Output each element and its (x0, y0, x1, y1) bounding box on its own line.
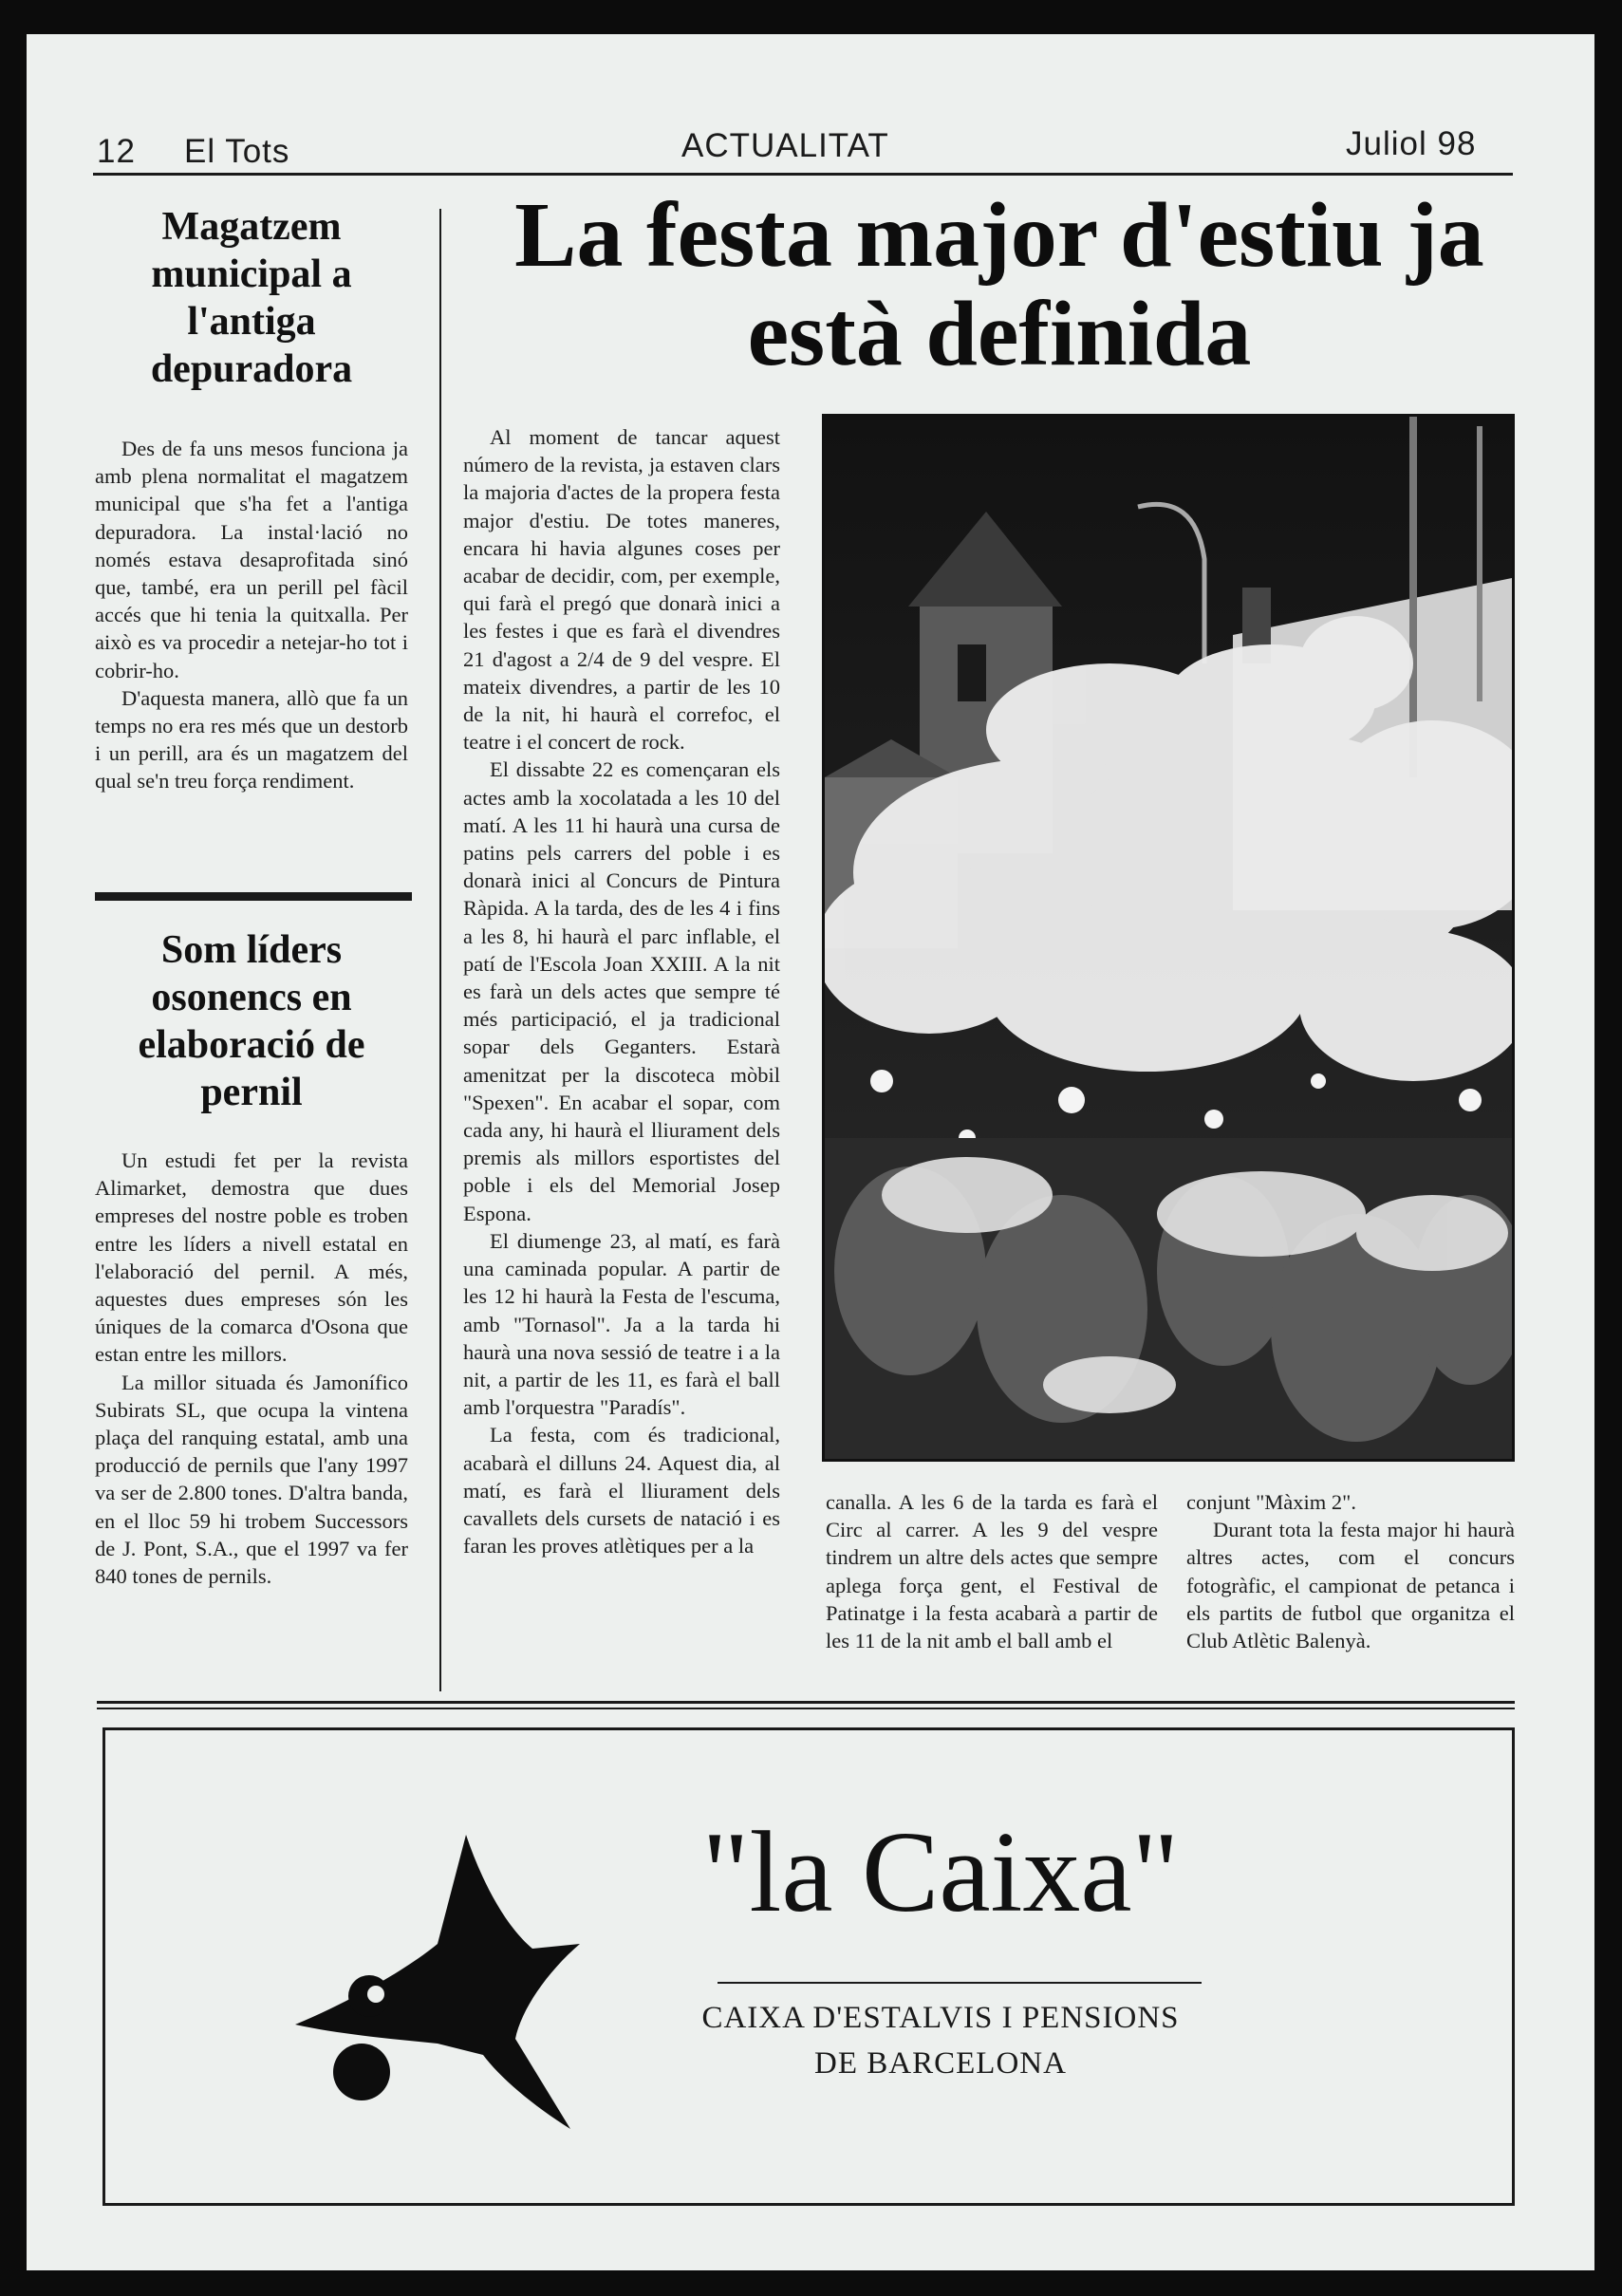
paragraph: Al moment de tancar aquest número de la revista, ja estaven clars la majoria d'actes de la propera festa major d'estiu. De totes maneres, encara hi havia algunes coses per acabar de decidir, com, per exemple, qui farà el pregó que donarà inici a les festes i que es farà el divendres 21 d'agost a 2/4 de 9 del vespre. El mateix divendres, a partir de les 10 de la nit, hi haurà el correfoc, el teatre i el concert de rock. (463, 425, 780, 755)
la-caixa-ad (103, 1727, 1515, 2206)
ad-rule-top (97, 1701, 1515, 1704)
paragraph: D'aquesta manera, allò que fa un temps no era res més que un destorb i un perill, ara és un magatzem del qual se'n treu força rendiment. (95, 685, 408, 793)
festival-photo (822, 414, 1515, 1462)
sidebar-article-1-body (95, 435, 408, 795)
sidebar-divider (95, 892, 412, 901)
paragraph: conjunt "Màxim 2". (1186, 1490, 1356, 1514)
brand-rule (718, 1982, 1202, 1984)
magazine-page (27, 34, 1594, 2270)
ad-line-1: CAIXA D'ESTALVIS I PENSIONS (701, 2001, 1180, 2035)
paragraph: canalla. A les 6 de la tarda es farà el Circ al carrer. A les 9 del vespre tindrem un altre dels actes que sempre aplega força gent, el Festival de Patinatge i la festa acabarà a partir de les 11 de la nit amb el ball amb el (826, 1490, 1158, 1653)
ad-line-2: DE BARCELONA (814, 2046, 1067, 2081)
paragraph: Durant tota la festa major hi haurà altres actes, com el concurs fotogràfic, el campionat de petanca i els partits de futbol que organitza el Club Atlètic Balenyà. (1186, 1518, 1515, 1653)
sidebar-article-2-body (95, 1147, 408, 1590)
paragraph: La festa, com és tradicional, acabarà el dilluns 24. Aquest dia, al matí, es farà el lliurament dels cavallets dels cursets de natació i es faran les proves atlètiques per a la (463, 1423, 780, 1559)
column-rule (439, 209, 441, 1691)
sidebar-headline-1: Magatzem municipal a l'antiga depuradora (150, 205, 353, 391)
star-logo-icon (295, 1835, 618, 2129)
brand-name: "la Caixa" (701, 1808, 1180, 1936)
paragraph: El diumenge 23, al matí, es farà una caminada popular. A partir de les 12 hi haurà la Festa de l'escuma, amb "Tornasol". Ja a la tarda hi haurà una nova sessió de teatre i a la nit, a partir de les 11, es farà el ball amb l'orquestra "Paradís". (463, 1228, 780, 1420)
main-column-1 (463, 423, 780, 1559)
main-column-3 (1186, 1488, 1515, 1654)
ad-rule-bottom (97, 1708, 1515, 1709)
paragraph: Des de fa uns mesos funciona ja amb plena normalitat el magatzem municipal que s'ha fet a l'antiga depuradora. La instal·lació no només estava desaprofitada sinó que, també, era un perill pel fàcil accés que hi tenia la quitxalla. Per això es va procedir a netejar-ho tot i cobrir-ho. (95, 437, 408, 682)
paragraph: Un estudi fet per la revista Alimarket, demostra que dues empreses del nostre poble es troben entre les líders a nivell estatal en l'elaboració del pernil. A més, aquestes dues empreses són les úniques de la comarca d'Osona que estan entre les millors. (95, 1148, 408, 1367)
main-column-2 (826, 1488, 1158, 1654)
paragraph: El dissabte 22 es començaran els actes amb la xocolatada a les 10 del matí. A les 11 hi haurà una cursa de patins pels carrers del poble i es donarà inici al Concurs de Pintura Ràpida. A la tarda, des de les 4 i fins a les 8, hi haurà el parc inflable, el patí de l'Escola Joan XXIII. A la nit es farà un dels actes que sempre té més participació, el ja tradicional sopar dels Geganters. Estarà amenitzat per la discoteca mòbil "Spexen". En acabar el sopar, com cada any, hi haurà el lliurament dels premis als millors esportistes del poble i els del Memorial Josep Espona. (463, 757, 780, 1225)
page-number: 12 (97, 133, 136, 170)
issue-date: Juliol 98 (1346, 125, 1477, 162)
magazine-name: El Tots (184, 133, 290, 170)
section-title: ACTUALITAT (681, 127, 889, 164)
header-rule (93, 173, 1513, 176)
main-title: La festa major d'estiu ja està definida (514, 184, 1484, 385)
sidebar-headline-2: Som líders osonencs en elaboració de pernil (138, 928, 365, 1114)
paragraph: La millor situada és Jamonífico Subirats SL, que ocupa la vintena plaça del ranquing estatal, amb una producció de pernils que l'any 1997 va ser de 2.800 tones. D'altra banda, en el lloc 59 hi trobem Successors de J. Pont, S.A., que el 1997 va fer 840 tones de pernils. (95, 1370, 408, 1589)
foam-party-image (825, 417, 1512, 1459)
